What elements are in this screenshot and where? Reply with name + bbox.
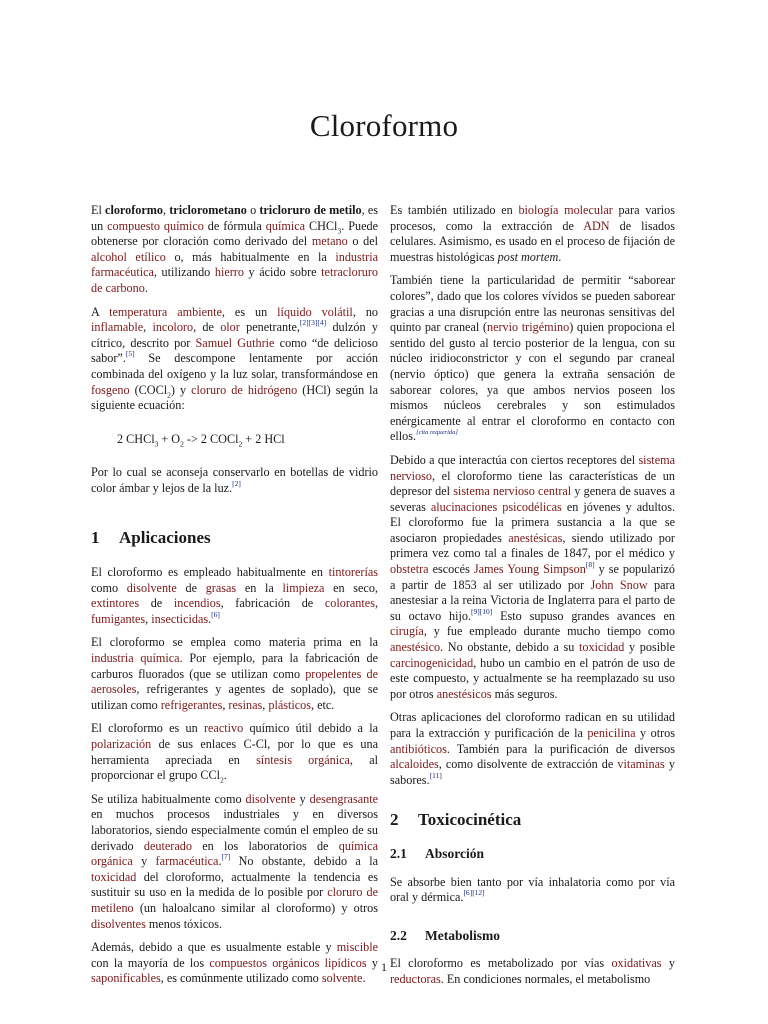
citation-4[interactable]: [4]: [317, 318, 327, 328]
citation-8[interactable]: [8]: [585, 560, 595, 569]
link-industria-farmaceutica[interactable]: industria farmacéutica: [91, 249, 378, 280]
link-adn[interactable]: ADN: [583, 218, 610, 233]
link-liquido-volatil[interactable]: líquido volátil: [277, 304, 353, 319]
citation-7[interactable]: [7]: [221, 852, 231, 862]
citation-12[interactable]: [12]: [472, 888, 485, 898]
link-cirugia[interactable]: cirugía: [390, 624, 424, 639]
link-disolventes[interactable]: disolventes: [91, 916, 146, 931]
intro-paragraph: El cloroformo, triclorometano o tricloruro de metilo, es un compuesto químico de fórmula química CHCl$_3$. Puede obtenerse por cloración como derivado del metano o del alcohol etílico o, más habitualmente en la industria farmacéutica, utilizando hierro y ácido sobre tetracloruro de carbono.: [91, 203, 378, 295]
link-incoloro[interactable]: incoloro: [152, 320, 194, 335]
link-anestesicas[interactable]: anestésicas: [508, 530, 563, 545]
citation-6[interactable]: [6]: [211, 609, 220, 619]
link-reactivo[interactable]: reactivo: [203, 721, 244, 736]
link-solvente[interactable]: solvente: [321, 971, 363, 986]
link-alcohol-etilico[interactable]: alcohol etílico: [91, 249, 166, 264]
citation-11[interactable]: [11]: [429, 770, 442, 780]
link-tintorerias[interactable]: tintorerías: [328, 565, 378, 580]
left-column: [91, 203, 378, 995]
link-hierro[interactable]: hierro: [214, 265, 244, 280]
link-obstetra[interactable]: obstetra: [390, 562, 429, 577]
link-reductoras[interactable]: reductoras: [390, 971, 441, 986]
link-olor[interactable]: olor: [220, 320, 240, 335]
anesthesia-paragraph: Debido a que interactúa con ciertos receptores del sistema nervioso, el cloroformo tiene las características de un depresor del sistema nervioso central y genera de suaves a severas alucinaciones psicodélicas en jóvenes y adultos. El cloroformo fue la primera sustancia a la que se asociaron propiedades anestésicas, siendo utilizado por primera vez como tal a finales de 1847, por el médico y obstetra escocés James Young Simpson[8] y se popularizó a partir de 1853 al ser utilizado por John Snow para anestesiar a la reina Victoria de Inglaterra para el parto de su octavo hijo.[9][10] Esto supuso grandes avances en cirugía, y fue empleado durante mucho tiempo como anestésico. No obstante, debido a su toxicidad y posible carcinogenicidad, hubo un cambio en el patrón de uso de este compuesto, y actualmente se ha reemplazado su uso por otros anestésicos más seguros.: [390, 452, 675, 701]
absorption-paragraph: Se absorbe bien tanto por vía inhalatoria como por vía oral y dérmica.[6][12]: [390, 874, 675, 905]
metabolism-paragraph: El cloroformo es metabolizado por vías oxidativas y reductoras. En condiciones normales, el metabolismo: [390, 956, 676, 986]
link-polarizacion[interactable]: polarización: [91, 737, 152, 752]
link-anestesico[interactable]: anestésico: [390, 640, 441, 655]
storage-paragraph: Por lo cual se aconseja conservarlo en botellas de vidrio color ámbar y lejos de la luz.[2]: [91, 465, 378, 495]
saborear-colores-paragraph: También tiene la particularidad de permitir “saborear colores”, dado que los colores vívidos se pueden saborear gracias a una disrupción entre las neuronas sensitivas del quinto par craneal (nervio trigémino) quien propociona el sentido del gusto al tercio posterior de la lengua, con su núcleo iridioconstrictor y con el segundo par craneal (nervio óptico) que genera la extraña sensación de saborear colores, ya que ambos nervios poseen los mismos núcleos cerebrales y son estimulados enérgicamente al entrar el cloroformo en contacto con ellos.[cita requerida]: [390, 273, 675, 444]
link-penicilina[interactable]: penicilina: [587, 726, 636, 740]
link-desengrasante[interactable]: desengrasante: [309, 791, 378, 806]
link-disolvente-2[interactable]: disolvente: [245, 791, 296, 806]
applications-paragraph-4: Se utiliza habitualmente como disolvente y desengrasante en muchos procesos industriales y en diversos laboratorios, siendo especialmente común el empleo de su derivado deuterado en los laboratorios de química orgánica y farmacéutica.[7] No obstante, debido a la toxicidad del cloroformo, actualmente la tendencia es sustituir su uso en la medida de lo posible por cloruro de metileno (un haloalcano similar al cloroformo) y otros disolventes menos tóxicos.: [91, 791, 378, 931]
applications-paragraph-5: Además, debido a que es usualmente estable y miscible con la mayoría de los compuestos orgánicos lipídicos y saponificables, es comúnmente utilizado como solvente.: [91, 940, 379, 986]
chemical-equation: 2 CHCl$_3$ + $O_2 -> 2$ COCl$_2$ + 2 HCl: [117, 431, 285, 449]
link-alcaloides[interactable]: alcaloides: [390, 757, 439, 772]
link-james-young-simpson[interactable]: James Young Simpson: [473, 562, 586, 577]
link-propelentes[interactable]: propelentes de aerosoles: [91, 666, 378, 697]
link-fumigantes[interactable]: fumigantes: [91, 611, 146, 626]
properties-paragraph: A temperatura ambiente, es un líquido volátil, no inflamable, incoloro, de olor penetrante,[2][3][4] dulzón y cítrico, descrito por Samuel Guthrie como “de delicioso sabor”.[5] Se descompone lentamente por acción combinada del oxígeno y la luz solar, transformándose en fosgeno (COCl$_2$) y cloruro de hidrógeno (HCl) según la siguiente ecuación:: [91, 304, 378, 413]
link-vitaminas[interactable]: vitaminas: [617, 757, 665, 772]
subsection-heading-metabolismo: 2.2 Metabolismo: [390, 927, 500, 943]
link-carcinogenicidad[interactable]: carcinogenicidad: [390, 655, 474, 670]
link-tetracloruro[interactable]: tetracloruro de carbono: [91, 265, 378, 295]
link-temperatura-ambiente[interactable]: temperatura ambiente: [109, 304, 222, 319]
right-column: [390, 203, 675, 996]
link-cloruro-de-metileno[interactable]: cloruro de metileno: [91, 885, 378, 915]
subsection-heading-absorcion: 2.1 Absorción: [390, 845, 485, 861]
citation-6b[interactable]: [6]: [463, 888, 473, 898]
applications-paragraph-3: El cloroformo es un reactivo químico útil debido a la polarización de sus enlaces C-Cl, por lo que es una herramienta apreciada en síntesis orgánica, al proporcionar el grupo CCl$_2$.: [91, 721, 378, 785]
link-toxicidad-2[interactable]: toxicidad: [579, 640, 625, 655]
link-biologia-molecular[interactable]: biología molecular: [518, 203, 613, 217]
link-fosgeno[interactable]: fosgeno: [91, 382, 130, 397]
citation-needed[interactable]: [cita requerida]: [416, 429, 458, 437]
link-sistema-nervioso-central[interactable]: sistema nervioso central: [453, 484, 572, 499]
link-refrigerantes[interactable]: refrigerantes: [160, 697, 223, 712]
link-miscible[interactable]: miscible: [336, 940, 378, 955]
citation-3[interactable]: [3]: [308, 318, 318, 328]
link-extintores[interactable]: extintores: [91, 596, 140, 611]
applications-paragraph-1: El cloroformo es empleado habitualmente en tintorerías como disolvente de grasas en la limpieza en seco, extintores de incendios, fabricación de colorantes, fumigantes, insecticidas.[6]: [91, 565, 378, 626]
link-inflamable[interactable]: inflamable: [91, 320, 144, 335]
link-insecticidas[interactable]: insecticidas: [151, 611, 209, 626]
link-sistema-nervioso[interactable]: sistema nervioso: [390, 452, 675, 483]
link-john-snow[interactable]: John Snow: [590, 577, 648, 592]
link-sintesis-organica[interactable]: síntesis orgánica: [256, 752, 350, 767]
link-toxicidad[interactable]: toxicidad: [91, 869, 137, 884]
link-quimica-organica[interactable]: química orgánica: [91, 838, 378, 869]
citation-9[interactable]: [9]: [471, 606, 480, 616]
page-title: Cloroformo: [309, 108, 459, 143]
link-plasticos[interactable]: plásticos: [268, 697, 311, 712]
link-colorantes[interactable]: colorantes: [324, 596, 375, 611]
link-nervio-trigemino[interactable]: nervio trigémino: [486, 320, 570, 335]
link-limpieza[interactable]: limpieza: [282, 580, 325, 595]
citation-5[interactable]: [5]: [125, 349, 135, 359]
link-metano[interactable]: metano: [311, 234, 348, 249]
link-saponificables[interactable]: saponificables: [91, 971, 161, 986]
link-industria-quimica[interactable]: industria química: [91, 651, 180, 666]
link-samuel-guthrie[interactable]: Samuel Guthrie: [195, 335, 275, 350]
page-number: 1: [381, 960, 387, 974]
citation-2[interactable]: [2]: [299, 318, 309, 328]
link-oxidativas[interactable]: oxidativas: [611, 956, 662, 971]
other-applications-paragraph: Otras aplicaciones del cloroformo radican en su utilidad para la extracción y purificación de la penicilina y otros antibióticos. También para la purificación de diversos alcaloides, como disolvente de extracción de vitaminas y sabores.[11]: [390, 710, 676, 787]
citation-10[interactable]: [10]: [479, 606, 493, 616]
link-compuestos-organicos[interactable]: compuestos orgánicos: [209, 955, 320, 970]
link-lipidicos[interactable]: lipídicos: [324, 955, 367, 970]
link-anestesicos[interactable]: anestésicos: [436, 686, 492, 701]
link-cloruro-de-hidrogeno[interactable]: cloruro de hidrógeno: [191, 382, 298, 397]
link-antibioticos[interactable]: antibióticos: [390, 741, 447, 756]
citation-2b[interactable]: [2]: [232, 478, 241, 488]
link-compuesto-quimico[interactable]: compuesto químico: [107, 218, 204, 233]
biology-paragraph: Es también utilizado en biología molecular para varios procesos, como la extracción de ADN de lisados celulares. Asimismo, es usado en el proceso de fijación de muestras histológicas post mortem.: [390, 203, 676, 264]
section-heading-aplicaciones: 1 Aplicaciones: [91, 527, 211, 547]
applications-paragraph-2: El cloroformo se emplea como materia prima en la industria química. Por ejemplo, para la fabricación de carburos fluorados (que se utilizan como propelentes de aerosoles, refrigerantes y agentes de soplado), que se utilizan como refrigerantes, resinas, plásticos, etc.: [91, 635, 378, 712]
link-deuterado[interactable]: deuterado: [143, 838, 192, 853]
section-heading-toxicocinetica: 2 Toxicocinética: [390, 810, 522, 830]
link-quimica[interactable]: química: [265, 218, 306, 233]
link-disolvente[interactable]: disolvente: [126, 580, 177, 595]
link-resinas[interactable]: resinas: [228, 697, 263, 712]
link-grasas[interactable]: grasas: [205, 580, 237, 595]
link-alucinaciones[interactable]: alucinaciones psicodélicas: [430, 499, 562, 514]
link-incendios[interactable]: incendios: [173, 596, 221, 611]
link-farmaceutica[interactable]: farmacéutica: [155, 854, 219, 869]
